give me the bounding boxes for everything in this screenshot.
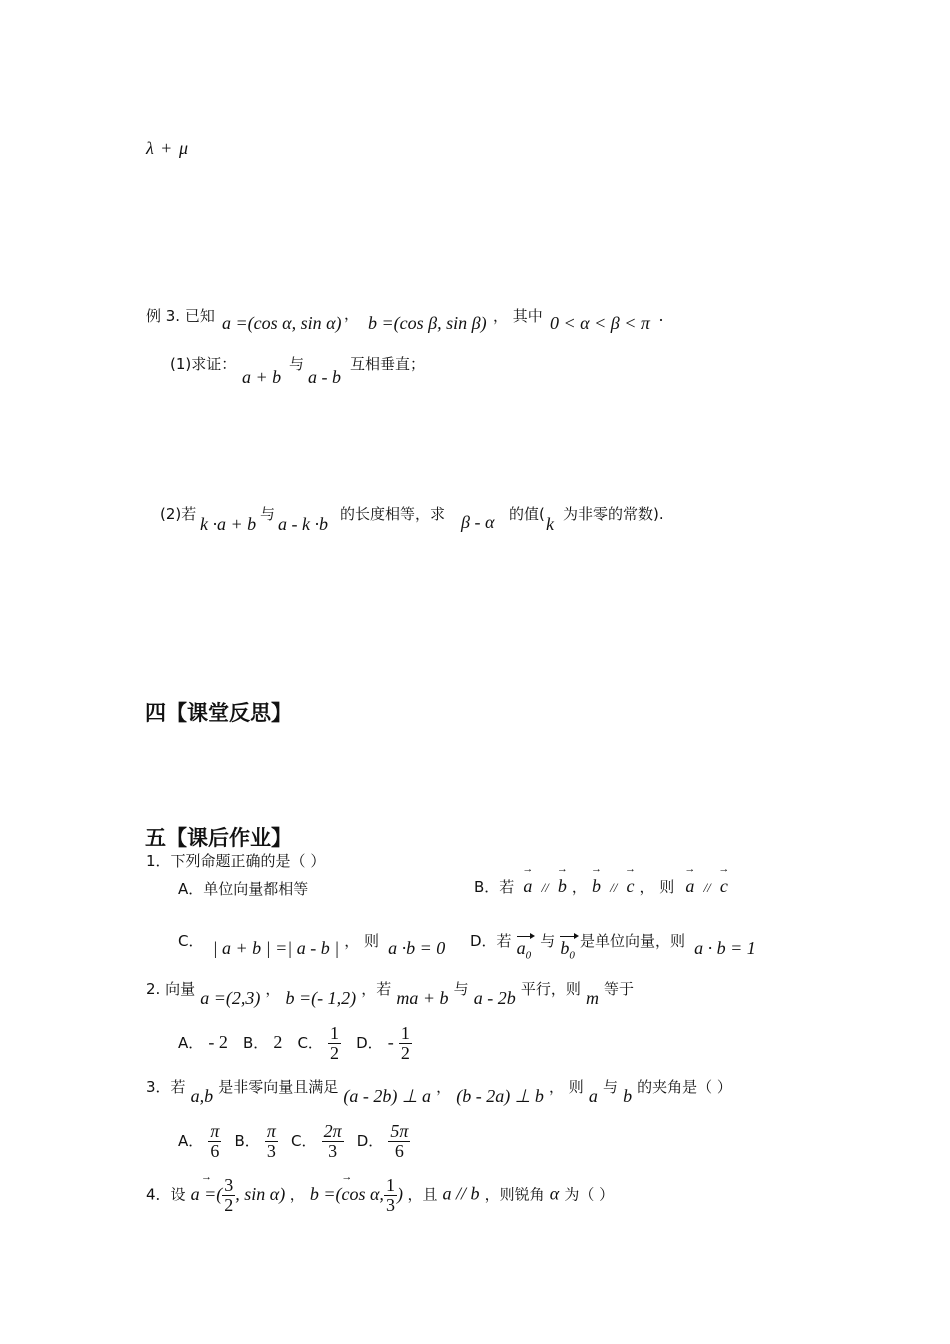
q2-expr-a-minus-2b: a - 2b [473,988,516,1008]
mu-symbol: μ [178,138,188,158]
q3-option-c-label: C． [291,1131,317,1150]
q2-if: ，若 [361,980,392,998]
part1-expr-a-plus-b: a + b [242,367,282,387]
q3-expr1: (a - 2b) ⊥ a [343,1086,432,1106]
q2-with: 与 [453,980,469,998]
q1-c-then: ， 则 [344,932,380,950]
q2-option-a-value: - 2 [208,1031,228,1052]
section4-heading: 四【课堂反思】 [145,701,292,725]
q1-stem: 1．下列命题正确的是（ ） [146,852,326,870]
q2-option-b-value: 2 [273,1031,283,1052]
part2-k: k [546,514,554,534]
q1-b-vector-c: → c [626,876,634,897]
q1-b-parallel-1: // [541,880,549,895]
example3-lead: 例 3. 已知 [146,307,215,325]
q4-lead: 4．设 [146,1185,186,1204]
q1-option-d [470,930,756,962]
q4-tail2: 为（ ） [564,1185,615,1204]
q3-option-d-fraction: $\frac{5\pi}{6}$ [390,1121,409,1161]
plus-sign: + [161,138,172,158]
q3-option-a-label: A． [178,1131,204,1150]
example3-vector-b: b =(cos β, sin β) [368,313,487,333]
q4-tail1: ，则锐角 [484,1185,545,1204]
q2-option-d-sign: - [387,1031,394,1052]
section5-heading: 五【课后作业】 [145,826,292,850]
q1-b-vector-b: → b [558,876,567,897]
q1-c-expr: | a + b | =| a - b | [212,938,340,958]
q2-vector-b: b =(- 1,2) [285,988,357,1008]
q1-d-with: 与 [540,932,556,950]
q1-b-vector-b2: → b [592,876,601,897]
part2-with: 与 [260,505,276,523]
q3-comma: ， [436,1078,452,1096]
part2-label: (2)若 [160,505,197,523]
part1-expr-a-minus-b: a - b [308,367,341,387]
q3-option-b-fraction: $\frac{\pi}{3}$ [266,1121,276,1161]
q1-d-result: a · b = 1 [694,938,756,958]
q3-a: a [588,1086,598,1106]
q3-option-a-fraction: $\frac{\pi}{6}$ [210,1121,220,1161]
q1-d-vector-a0: $a_0$ [516,938,532,962]
q3-then: ， 则 [548,1078,584,1096]
q1-option-b [474,876,728,897]
q1-option-a: A．单位向量都相等 [178,880,309,898]
q3-with: 与 [602,1078,618,1096]
q2-option-a-label: A． [178,1033,204,1052]
q1-c-result: a ·b = 0 [388,938,446,958]
q1-c-prefix: C． [178,932,204,950]
q2-stem [146,978,635,1008]
part2-expr-a-minus-kb: a - k ·b [278,514,328,534]
q1-b-parallel-2: // [610,880,618,895]
part1-tail: 互相垂直； [350,355,426,373]
part2-tail: 为非零的常数). [563,505,664,523]
example3-dot: · [658,310,664,330]
q4-parallel: a // b [442,1183,480,1204]
q1-b-comma: ， [571,878,587,896]
q2-tail: 等于 [604,980,635,998]
lambda-plus-mu-expression [146,138,188,159]
q4-vector-a: → a =( $\frac{3}{2}$ , sin α) [191,1184,290,1204]
q1-d-mid: 是单位向量，则 [579,932,685,950]
q3-option-b-label: B． [234,1131,260,1150]
q1-b-vector-a2: → a [685,876,694,897]
example3-range: 0 < α < β < π [550,313,650,333]
q4-comma: ， [289,1185,305,1204]
q3-condition: 是非零向量且满足 [218,1078,339,1096]
part2-beta-minus-alpha: β - α [461,512,495,532]
example3-vector-a: a =(cos α, sin α) [222,313,342,333]
q1-d-vector-b0: $b_0$ [560,938,575,962]
q3-stem [146,1076,732,1106]
q2-option-d-label: D． [356,1033,383,1052]
q3-option-d-label: D． [356,1131,384,1150]
q1-b-vector-a: → a [523,876,532,897]
q3-lead: 3．若 [146,1078,186,1096]
q2-option-d-fraction: $\frac{1}{2}$ [400,1023,410,1063]
q3-expr2: (b - 2a) ⊥ b [456,1086,544,1106]
q4-stem [146,1176,614,1215]
q3-tail: 的夹角是（ ） [637,1078,732,1096]
q4-and: ，且 [407,1185,438,1204]
example3-where: ， 其中 [493,307,543,325]
q2-option-b-label: B． [242,1033,269,1052]
part1-with: 与 [289,355,305,373]
q1-d-prefix: D．若 [470,932,512,950]
q2-vector-a: a =(2,3) [200,988,261,1008]
part2-value-of: 的值( [509,505,545,523]
q2-options [178,1024,412,1063]
q2-option-c-label: C． [297,1033,323,1052]
q1-option-c [178,930,446,958]
q1-b-vector-c2: → c [720,876,728,897]
q1-b-then: ， 则 [639,878,675,896]
q3-b: b [623,1086,633,1106]
q4-alpha: α [549,1183,560,1204]
lambda-symbol: λ [146,138,154,158]
q4-vector-b: → b =(cos α, $\frac{1}{3}$ ) [310,1184,408,1204]
q2-lead: 2. 向量 [146,980,196,998]
q1-b-prefix: B．若 [474,878,515,896]
q2-comma: ， [265,980,281,998]
q1-b-parallel-3: // [703,880,711,895]
q2-parallel: 平行，则 [520,980,581,998]
q3-options [178,1122,410,1161]
q2-option-c-fraction: $\frac{1}{2}$ [330,1023,340,1063]
part2-mid: 的长度相等，求 [340,505,446,523]
q2-m: m [585,988,599,1008]
q2-expr-ma-plus-b: ma + b [396,988,449,1008]
example3-comma: ， [344,305,360,323]
q3-ab: a,b [190,1086,214,1106]
part1-label: (1)求证： [170,355,237,373]
part2-expr-ka-plus-b: k ·a + b [200,514,257,534]
q3-option-c-fraction: $\frac{2\pi}{3}$ [323,1121,342,1161]
